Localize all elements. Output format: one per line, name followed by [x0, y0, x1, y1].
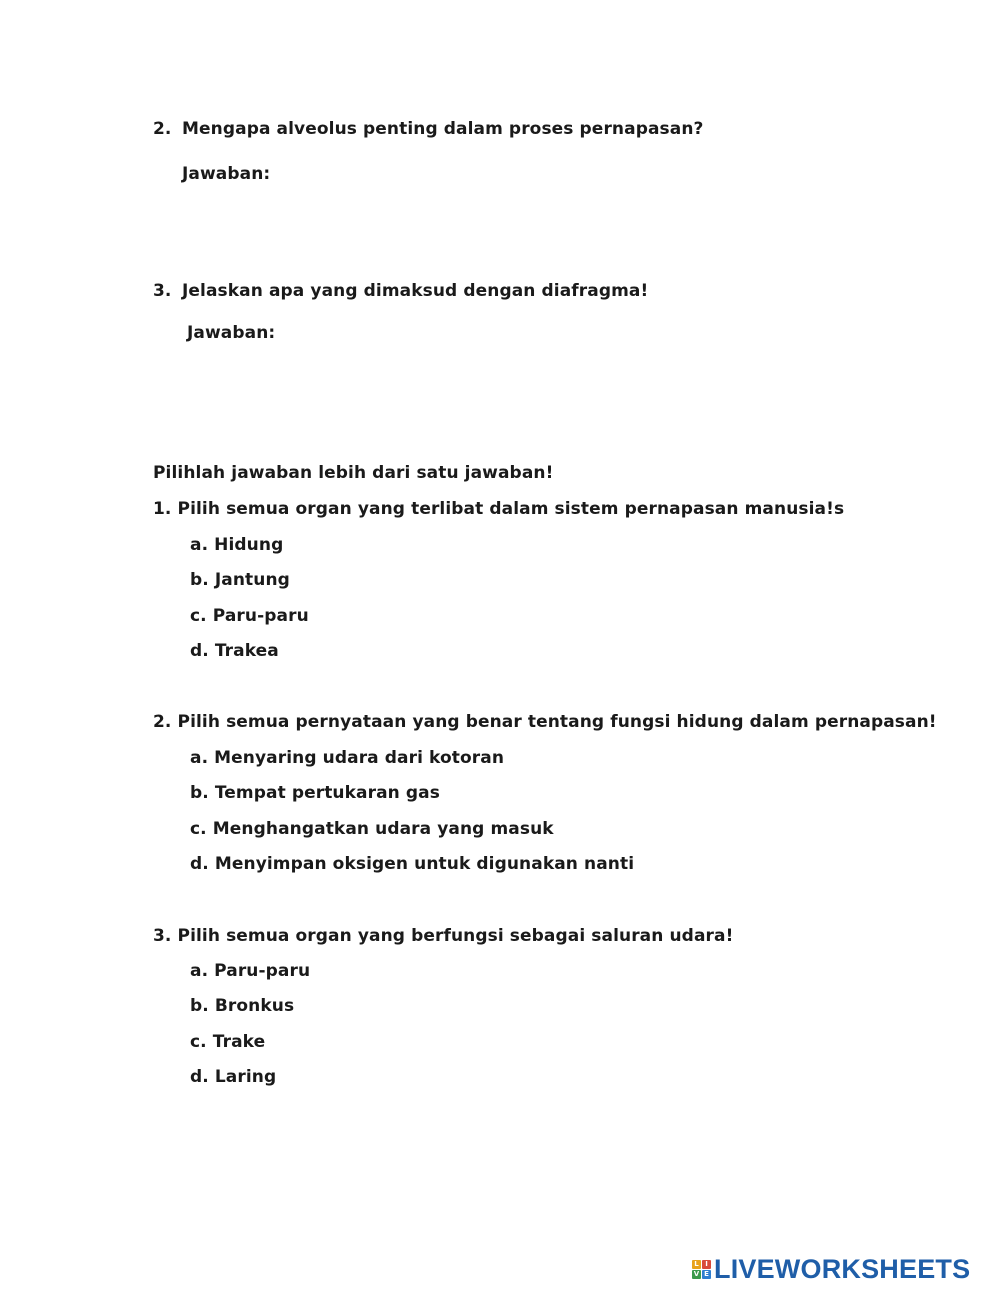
answer-label: Jawaban:: [187, 323, 276, 343]
option-item[interactable]: a. Menyaring udara dari kotoran: [190, 748, 505, 768]
logo-block: E: [702, 1270, 711, 1279]
mc-question-2: 2. Pilih semua pernyataan yang benar tentang fungsi hidung dalam pernapasan!: [153, 712, 937, 732]
question-text: Jelaskan apa yang dimaksud dengan diafragma!: [182, 281, 649, 301]
option-item[interactable]: d. Menyimpan oksigen untuk digunakan nanti: [190, 854, 635, 874]
mc-question-3: 3. Pilih semua organ yang berfungsi sebagai saluran udara!: [153, 926, 734, 946]
essay-question-2: [153, 119, 704, 139]
option-item[interactable]: a. Hidung: [190, 535, 284, 555]
logo-blocks-icon: [692, 1260, 711, 1279]
question-number: 3.: [153, 281, 172, 301]
answer-label: Jawaban:: [182, 164, 271, 184]
option-item[interactable]: c. Trake: [190, 1032, 266, 1052]
option-item[interactable]: d. Trakea: [190, 641, 279, 661]
option-item[interactable]: c. Menghangatkan udara yang masuk: [190, 819, 554, 839]
section-instruction: Pilihlah jawaban lebih dari satu jawaban!: [153, 463, 554, 483]
logo-block: V: [693, 1269, 700, 1278]
option-item[interactable]: a. Paru-paru: [190, 961, 311, 981]
option-item[interactable]: d. Laring: [190, 1067, 277, 1087]
essay-question-3: [153, 281, 648, 301]
option-item[interactable]: b. Tempat pertukaran gas: [190, 783, 440, 803]
option-item[interactable]: b. Jantung: [190, 570, 290, 590]
question-text: Mengapa alveolus penting dalam proses pernapasan?: [182, 119, 704, 139]
logo-block: I: [702, 1260, 711, 1269]
option-item[interactable]: c. Paru-paru: [190, 606, 309, 626]
liveworksheets-logo: [692, 1254, 970, 1284]
question-number: 2.: [153, 119, 172, 139]
option-item[interactable]: b. Bronkus: [190, 996, 295, 1016]
logo-block: L: [692, 1260, 701, 1269]
mc-question-1: 1. Pilih semua organ yang terlibat dalam sistem pernapasan manusia!s: [153, 499, 845, 519]
logo-text: LIVEWORKSHEETS: [714, 1253, 971, 1284]
